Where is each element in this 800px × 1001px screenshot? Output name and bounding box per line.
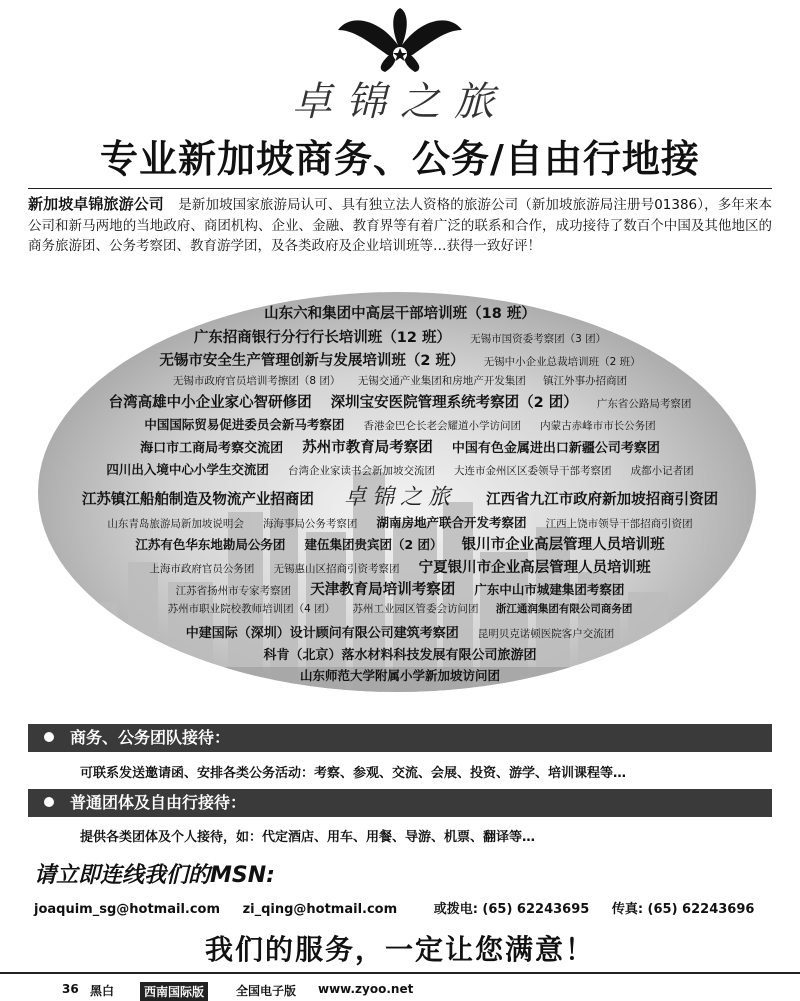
client-item: 江苏省扬州市专家考察团 [175, 585, 292, 597]
color-mode-label: 黑白 [90, 984, 115, 998]
section-label: 西南国际版 [140, 982, 208, 1001]
client-row [0, 512, 800, 531]
client-item: 中建国际（深圳）设计顾问有限公司建筑考察团 [185, 626, 459, 641]
phone-number: 或拨电: (65) 62243695 [433, 902, 590, 917]
client-row [0, 533, 800, 554]
client-row [0, 391, 800, 412]
client-row [0, 302, 800, 323]
business-description: 可联系发送邀请函、安排各类公务活动：考察、参观、交流、会展、投资、游学、培训课程等… [80, 766, 627, 781]
client-item: 江西上饶市领导干部招商引资团 [545, 518, 693, 530]
client-item: 天津教育局培训考察团 [310, 582, 456, 598]
leisure-section-bar [28, 789, 772, 817]
client-item: 科肯（北京）落水材料科技发展有限公司旅游团 [263, 648, 537, 663]
email-1: joaquim_sg@hotmail.com [34, 902, 221, 917]
client-item: 无锡惠山区招商引资考察团 [273, 563, 400, 575]
client-item: 江苏镇江船舶制造及物流产业招商团 [81, 492, 314, 508]
client-item: 无锡市国资委考察团（3 团） [470, 333, 607, 345]
client-item: 苏州工业园区管委会访问团 [352, 603, 479, 615]
client-row [0, 622, 800, 641]
company-name: 新加坡卓锦旅游公司 [28, 195, 164, 213]
page-footer [0, 972, 800, 1000]
brand-title: 卓锦之旅 [292, 79, 508, 125]
client-item: 台湾高雄中小企业家心智研修团 [108, 395, 312, 411]
business-section-bar [28, 724, 772, 752]
client-item: 江苏有色华东地勘局公务团 [135, 537, 286, 552]
slogan: 我们的服务，一定让您满意！ [204, 933, 595, 966]
client-item: 镇江外事办招商团 [543, 375, 628, 387]
email-2: zi_qing@hotmail.com [242, 902, 398, 917]
client-item: 海口市工商局考察交流团 [140, 441, 284, 456]
fax-number: 传真: (65) 62243696 [611, 902, 755, 917]
bullet-icon [44, 797, 54, 807]
msn-title: 请立即连线我们的MSN: [34, 863, 275, 888]
client-item: 昆明贝克诺顿医院客户交流团 [477, 628, 615, 640]
client-item: 四川出入境中心小学生交流团 [106, 462, 269, 477]
client-row [0, 601, 800, 616]
client-item: 无锡市政府官员培训考擦团（8 团） [172, 375, 341, 387]
client-row [0, 349, 800, 370]
client-item: 苏州市职业院校教师培训团（4 团） [167, 603, 336, 615]
client-item: 湖南房地产联合开发考察团 [376, 515, 527, 530]
client-item: 山东青岛旅游局新加坡说明会 [107, 518, 244, 530]
client-item: 无锡中小企业总裁培训班（2 班） [483, 356, 641, 368]
contact-info [34, 898, 774, 917]
client-item: 内蒙古赤峰市市长公务团 [540, 420, 656, 432]
client-item: 无锡交通产业集团和房地产开发集团 [357, 375, 526, 387]
client-item: 上海市政府官员公务团 [149, 563, 255, 575]
client-item: 广东中山市城建集团考察团 [474, 582, 625, 597]
leisure-description: 提供各类团体及个人接待，如：代定酒店、用车、用餐、导游、机票、翻译等… [80, 830, 536, 845]
client-row [0, 436, 800, 457]
business-title: 商务、公务团队接待： [70, 728, 231, 747]
page-number: 36 [62, 982, 79, 996]
bullet-icon [44, 732, 54, 742]
page-headline: 专业新加坡商务、公务/自由行地接 [100, 137, 700, 181]
client-row [0, 644, 800, 663]
divider [28, 188, 772, 189]
client-item: 宁夏银川市企业高层管理人员培训班 [418, 560, 651, 576]
client-item: 大连市金州区区委领导干部考察团 [454, 465, 612, 477]
site-url: www.zyoo.net [318, 982, 414, 996]
edition-label: 全国电子版 [236, 984, 297, 998]
company-intro [28, 194, 772, 257]
oval-brand: 卓锦之旅 [343, 485, 456, 510]
client-item: 深圳宝安医院管理系统考察团（2 团） [330, 395, 578, 411]
client-item: 江西省九江市政府新加坡招商引资团 [486, 492, 719, 508]
client-item: 中国国际贸易促进委员会新马考察团 [144, 417, 345, 432]
leisure-title: 普通团体及自由行接待： [70, 793, 247, 812]
client-item: 银川市企业高层管理人员培训班 [461, 537, 665, 553]
client-item: 台湾企业家读书会新加坡交流团 [287, 465, 435, 477]
client-row [0, 373, 800, 388]
client-row [0, 578, 800, 599]
client-item: 建伍集团贵宾团（2 团） [304, 537, 443, 552]
client-item: 成都小记者团 [630, 465, 694, 477]
client-row [0, 480, 800, 511]
client-item: 广东招商银行分行行长培训班（12 班） [193, 330, 452, 346]
client-item: 苏州市教育局考察团 [302, 440, 433, 456]
client-row [0, 459, 800, 478]
orchid-logo-icon [330, 8, 470, 72]
client-row [0, 414, 800, 433]
client-item: 香港金巴仑长老会耀道小学访问团 [363, 420, 521, 432]
client-item: 浙江通润集团有限公司商务团 [495, 603, 633, 615]
client-item: 山东六和集团中高层干部培训班（18 班） [264, 306, 536, 322]
client-item: 山东师范大学附属小学新加坡访问团 [299, 668, 500, 683]
client-item: 海海事局公务考察团 [262, 518, 358, 530]
client-row [0, 666, 800, 684]
client-row [0, 556, 800, 577]
company-description: 是新加坡国家旅游局认可、具有独立法人资格的旅游公司（新加坡旅游局注册号01386），多年来本公司和新马两地的当地政府、商团机构、企业、金融、教育界等有着广泛的联系和合作，成功接待了数百个中国及其他地区的商务旅游团、公务考察团、教育游学团，及各类政府及企业培训班等…获得一致好评！ [28, 197, 772, 254]
client-item: 广东省公路局考察团 [596, 398, 692, 410]
client-item: 中国有色金属进出口新疆公司考察团 [451, 441, 660, 456]
client-row [0, 326, 800, 347]
client-item: 无锡市安全生产管理创新与发展培训班（2 班） [159, 353, 465, 369]
